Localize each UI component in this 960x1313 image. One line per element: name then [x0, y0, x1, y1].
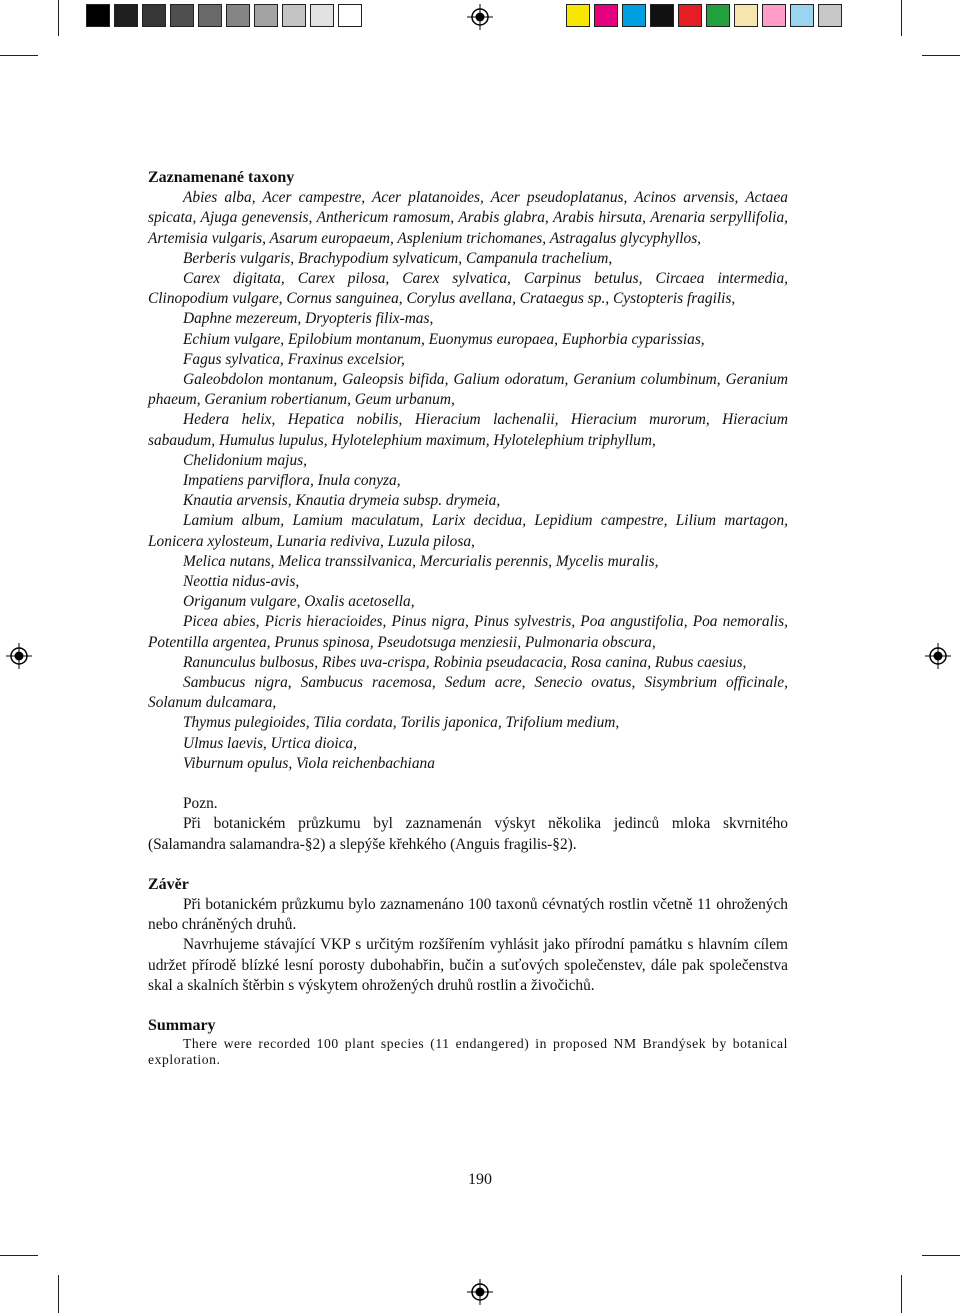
- conclusion-heading: Závěr: [148, 875, 189, 893]
- crop-mark: [901, 0, 902, 36]
- taxa-paragraph: Carex digitata, Carex pilosa, Carex sylvatica, Carpinus betulus, Circaea intermedia, Clinopodium vulgare, Cornus sanguinea, Corylus avellana, Crataegus sp., Cystopteris fragilis,: [148, 270, 788, 308]
- crop-mark: [922, 55, 960, 56]
- color-swatch: [198, 4, 222, 27]
- color-swatch: [338, 4, 362, 27]
- color-swatch: [226, 4, 250, 27]
- color-swatch: [282, 4, 306, 27]
- color-swatch: [622, 4, 646, 27]
- taxa-paragraph: Abies alba, Acer campestre, Acer platanoides, Acer pseudoplatanus, Acinos arvensis, Actaea spicata, Ajuga genevensis, Anthericum ramosum, Arabis glabra, Arabis hirsuta, Arenaria serpyllifolia, Artemisia vulgaris, Asarum europaeum, Asplenium trichomanes, Astragalus glycyphyllos,: [148, 189, 788, 247]
- taxa-paragraph: Chelidonium majus,: [183, 451, 307, 469]
- registration-mark-icon: [925, 643, 951, 669]
- taxa-paragraph: Berberis vulgaris, Brachypodium sylvaticum, Campanula trachelium,: [183, 249, 613, 267]
- color-swatch: [254, 4, 278, 27]
- taxa-paragraph: Melica nutans, Melica transsilvanica, Mercurialis perennis, Mycelis muralis,: [183, 552, 659, 570]
- taxa-paragraph: Picea abies, Picris hieracioides, Pinus nigra, Pinus sylvestris, Poa angustifolia, Poa nemoralis, Potentilla argentea, Prunus spinosa, Pseudotsuga menziesii, Pulmonaria obscura,: [148, 613, 788, 651]
- crop-mark: [58, 1275, 59, 1313]
- color-swatch: [678, 4, 702, 27]
- color-swatch: [594, 4, 618, 27]
- color-swatch: [762, 4, 786, 27]
- taxa-paragraph: Origanum vulgare, Oxalis acetosella,: [183, 593, 415, 611]
- color-swatch: [86, 4, 110, 27]
- color-swatch: [650, 4, 674, 27]
- color-swatch: [818, 4, 842, 27]
- color-swatch: [566, 4, 590, 27]
- document-body: [148, 168, 788, 1068]
- page-number: 190: [468, 1171, 492, 1188]
- taxa-paragraph: Ranunculus bulbosus, Ribes uva-crispa, Robinia pseudacacia, Rosa canina, Rubus caesius,: [183, 653, 747, 671]
- taxa-paragraph: Knautia arvensis, Knautia drymeia subsp. drymeia,: [183, 492, 501, 510]
- taxa-paragraph: Galeobdolon montanum, Galeopsis bifida, Galium odoratum, Geranium columbinum, Geranium phaeum, Geranium robertianum, Geum urbanum,: [148, 371, 788, 409]
- taxa-paragraph: Fagus sylvatica, Fraxinus excelsior,: [183, 350, 405, 368]
- crop-mark: [0, 1255, 38, 1256]
- taxa-paragraph: Viburnum opulus, Viola reichenbachiana: [183, 754, 435, 772]
- conclusion-paragraph: Navrhujeme stávající VKP s určitým rozšířením vyhlásit jako přírodní památku s hlavním cílem udržet přírodě blízké lesní porosty dubohabřin, bučin a suťových společenstev, dále pak společenstva skal a skalních štěrbin s výskytem ohrožených druhů rostlin a živočichů.: [148, 936, 788, 994]
- conclusion-paragraph: Při botanickém průzkumu bylo zaznamenáno 100 taxonů cévnatých rostlin včetně 11 ohrožených nebo chráněných druhů.: [148, 895, 788, 934]
- taxa-paragraph: Ulmus laevis, Urtica dioica,: [183, 734, 357, 752]
- summary-text: There were recorded 100 plant species (11 endangered) in proposed NM Brandýsek by botanical exploration.: [148, 1036, 788, 1068]
- taxa-heading: Zaznamenané taxony: [148, 169, 295, 186]
- taxa-paragraph: Lamium album, Lamium maculatum, Larix decidua, Lepidium campestre, Lilium martagon, Lonicera xylosteum, Lunaria rediviva, Luzula pilosa,: [148, 512, 788, 550]
- crop-mark: [901, 1275, 902, 1313]
- color-swatch: [142, 4, 166, 27]
- taxa-paragraph: Echium vulgare, Epilobium montanum, Euonymus europaea, Euphorbia cyparissias,: [183, 330, 705, 348]
- registration-mark-icon: [467, 4, 493, 30]
- note-text: Při botanickém průzkumu byl zaznamenán výskyt několika jedinců mloka skvrnitého (Salamandra salamandra-§2) a slepýše křehkého (Anguis fragilis-§2).: [148, 815, 788, 853]
- color-swatch: [706, 4, 730, 27]
- taxa-paragraph: Hedera helix, Hepatica nobilis, Hieracium lachenalii, Hieracium murorum, Hieracium sabaudum, Humulus lupulus, Hylotelephium maximum, Hylotelephium triphyllum,: [148, 411, 788, 449]
- color-swatch: [734, 4, 758, 27]
- taxa-paragraph: Daphne mezereum, Dryopteris filix-mas,: [183, 310, 434, 328]
- taxa-paragraph: Sambucus nigra, Sambucus racemosa, Sedum acre, Senecio ovatus, Sisymbrium officinale, Solanum dulcamara,: [148, 674, 788, 712]
- note-label: Pozn.: [183, 795, 218, 813]
- crop-mark: [922, 1255, 960, 1256]
- summary-heading: Summary: [148, 1016, 216, 1034]
- color-swatch: [114, 4, 138, 27]
- registration-mark-icon: [467, 1279, 493, 1305]
- crop-mark: [58, 0, 59, 36]
- registration-mark-icon: [6, 643, 32, 669]
- taxa-paragraph: Neottia nidus-avis,: [183, 573, 300, 591]
- taxa-paragraph: Impatiens parviflora, Inula conyza,: [183, 472, 401, 490]
- taxa-paragraph: Thymus pulegioides, Tilia cordata, Torilis japonica, Trifolium medium,: [183, 714, 620, 732]
- color-swatch: [170, 4, 194, 27]
- color-swatch: [310, 4, 334, 27]
- color-swatch: [790, 4, 814, 27]
- crop-mark: [0, 55, 38, 56]
